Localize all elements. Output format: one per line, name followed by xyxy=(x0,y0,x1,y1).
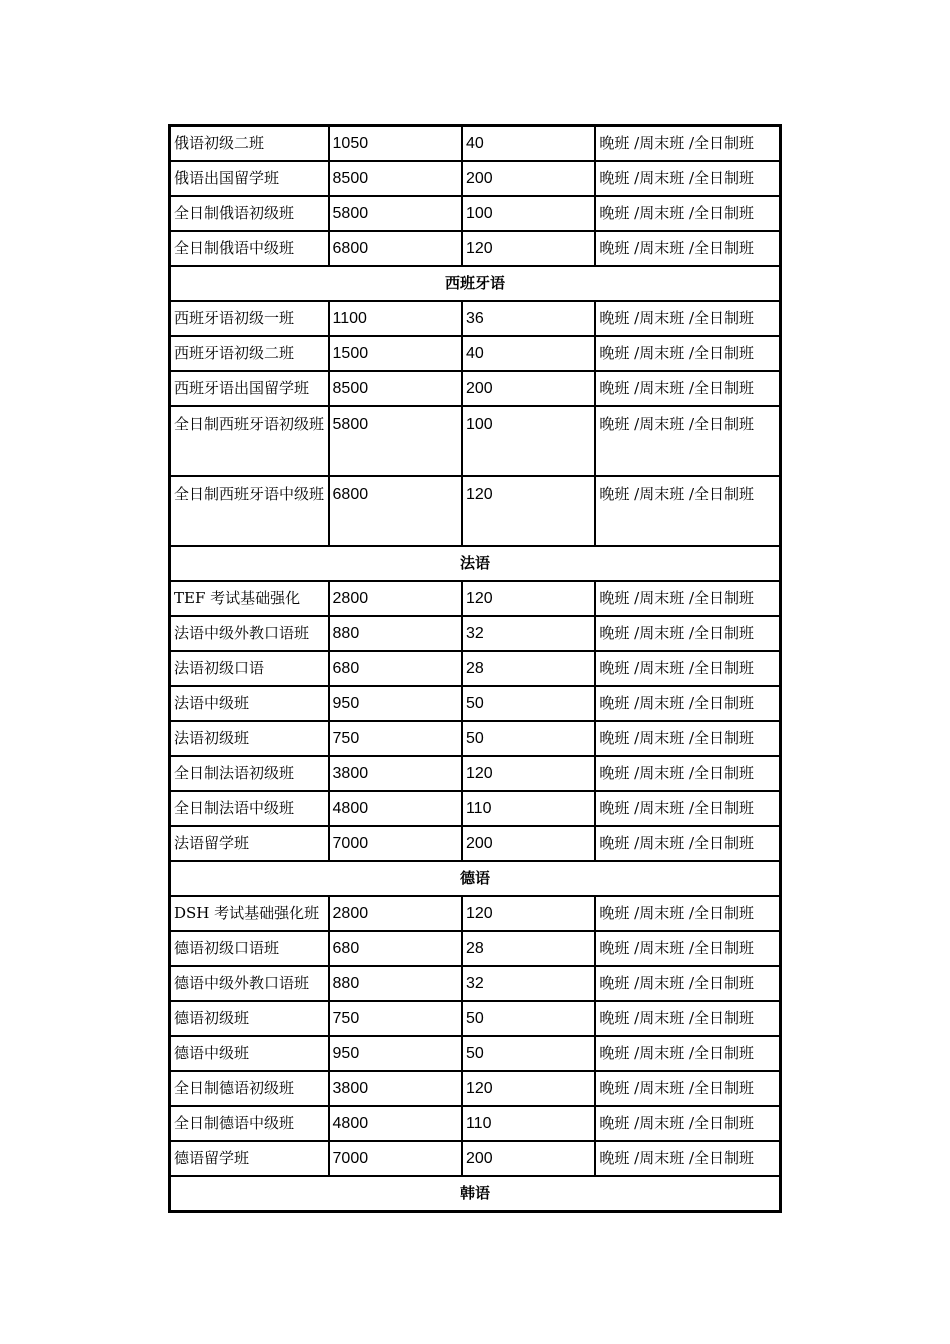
hours-cell: 50 xyxy=(462,686,595,721)
hours-cell: 100 xyxy=(462,406,595,476)
price-cell: 1500 xyxy=(329,336,462,371)
table-row xyxy=(170,616,780,651)
course-name-cell: 全日制俄语初级班 xyxy=(170,196,329,231)
course-name-cell: 法语初级口语 xyxy=(170,651,329,686)
schedule-cell: 晚班 /周末班 /全日制班 xyxy=(595,581,780,616)
hours-cell: 120 xyxy=(462,1071,595,1106)
hours-cell: 28 xyxy=(462,931,595,966)
course-name-cell: 全日制法语初级班 xyxy=(170,756,329,791)
table-row xyxy=(170,126,780,161)
schedule-cell: 晚班 /周末班 /全日制班 xyxy=(595,476,780,546)
course-name-cell: 全日制俄语中级班 xyxy=(170,231,329,266)
schedule-cell: 晚班 /周末班 /全日制班 xyxy=(595,1001,780,1036)
price-cell: 750 xyxy=(329,721,462,756)
table-row xyxy=(170,1071,780,1106)
schedule-cell: 晚班 /周末班 /全日制班 xyxy=(595,931,780,966)
course-name-cell: 德语中级班 xyxy=(170,1036,329,1071)
price-cell: 2800 xyxy=(329,896,462,931)
schedule-cell: 晚班 /周末班 /全日制班 xyxy=(595,826,780,861)
course-name-cell: 全日制西班牙语初级班 xyxy=(170,406,329,476)
course-name-cell: 全日制德语初级班 xyxy=(170,1071,329,1106)
table-row xyxy=(170,371,780,406)
course-name-cell: 西班牙语初级一班 xyxy=(170,301,329,336)
price-cell: 6800 xyxy=(329,231,462,266)
price-cell: 8500 xyxy=(329,161,462,196)
hours-cell: 28 xyxy=(462,651,595,686)
schedule-cell: 晚班 /周末班 /全日制班 xyxy=(595,301,780,336)
course-name-cell: 俄语初级二班 xyxy=(170,126,329,161)
hours-cell: 110 xyxy=(462,1106,595,1141)
table-row xyxy=(170,721,780,756)
price-cell: 1050 xyxy=(329,126,462,161)
hours-cell: 120 xyxy=(462,581,595,616)
price-cell: 6800 xyxy=(329,476,462,546)
section-title: 德语 xyxy=(170,861,780,896)
table-row xyxy=(170,301,780,336)
table-row xyxy=(170,231,780,266)
table-row xyxy=(170,1001,780,1036)
hours-cell: 50 xyxy=(462,721,595,756)
table-row xyxy=(170,931,780,966)
course-name-cell: DSH 考试基础强化班 xyxy=(170,896,329,931)
course-name-cell: 西班牙语初级二班 xyxy=(170,336,329,371)
course-name-cell: 全日制法语中级班 xyxy=(170,791,329,826)
hours-cell: 40 xyxy=(462,336,595,371)
schedule-cell: 晚班 /周末班 /全日制班 xyxy=(595,161,780,196)
hours-cell: 36 xyxy=(462,301,595,336)
section-header-row xyxy=(170,266,780,301)
table-row xyxy=(170,476,780,546)
course-name-cell: 西班牙语出国留学班 xyxy=(170,371,329,406)
section-header-row xyxy=(170,546,780,581)
course-name-cell: TEF 考试基础强化 xyxy=(170,581,329,616)
course-name-cell: 法语中级班 xyxy=(170,686,329,721)
schedule-cell: 晚班 /周末班 /全日制班 xyxy=(595,756,780,791)
hours-cell: 120 xyxy=(462,756,595,791)
schedule-cell: 晚班 /周末班 /全日制班 xyxy=(595,686,780,721)
price-cell: 950 xyxy=(329,1036,462,1071)
hours-cell: 200 xyxy=(462,371,595,406)
hours-cell: 200 xyxy=(462,1141,595,1176)
price-cell: 880 xyxy=(329,966,462,1001)
hours-cell: 50 xyxy=(462,1036,595,1071)
price-cell: 7000 xyxy=(329,826,462,861)
table-row xyxy=(170,581,780,616)
table-row xyxy=(170,161,780,196)
section-header-row xyxy=(170,1176,780,1211)
table-row xyxy=(170,686,780,721)
course-name-cell: 法语留学班 xyxy=(170,826,329,861)
section-title: 法语 xyxy=(170,546,780,581)
course-name-cell: 法语初级班 xyxy=(170,721,329,756)
table-row xyxy=(170,826,780,861)
hours-cell: 120 xyxy=(462,231,595,266)
schedule-cell: 晚班 /周末班 /全日制班 xyxy=(595,1106,780,1141)
table-row xyxy=(170,1036,780,1071)
hours-cell: 110 xyxy=(462,791,595,826)
hours-cell: 100 xyxy=(462,196,595,231)
course-price-table xyxy=(168,124,782,1213)
table-row xyxy=(170,406,780,476)
price-cell: 2800 xyxy=(329,581,462,616)
schedule-cell: 晚班 /周末班 /全日制班 xyxy=(595,966,780,1001)
price-cell: 680 xyxy=(329,651,462,686)
schedule-cell: 晚班 /周末班 /全日制班 xyxy=(595,721,780,756)
hours-cell: 32 xyxy=(462,616,595,651)
hours-cell: 50 xyxy=(462,1001,595,1036)
course-name-cell: 俄语出国留学班 xyxy=(170,161,329,196)
hours-cell: 40 xyxy=(462,126,595,161)
course-name-cell: 德语留学班 xyxy=(170,1141,329,1176)
schedule-cell: 晚班 /周末班 /全日制班 xyxy=(595,1141,780,1176)
hours-cell: 32 xyxy=(462,966,595,1001)
schedule-cell: 晚班 /周末班 /全日制班 xyxy=(595,616,780,651)
section-header-row xyxy=(170,861,780,896)
table-row xyxy=(170,966,780,1001)
schedule-cell: 晚班 /周末班 /全日制班 xyxy=(595,791,780,826)
price-cell: 750 xyxy=(329,1001,462,1036)
schedule-cell: 晚班 /周末班 /全日制班 xyxy=(595,1071,780,1106)
price-cell: 7000 xyxy=(329,1141,462,1176)
schedule-cell: 晚班 /周末班 /全日制班 xyxy=(595,196,780,231)
course-name-cell: 全日制西班牙语中级班 xyxy=(170,476,329,546)
table-row xyxy=(170,756,780,791)
price-cell: 3800 xyxy=(329,756,462,791)
section-title: 韩语 xyxy=(170,1176,780,1211)
table-row xyxy=(170,1141,780,1176)
course-name-cell: 德语初级口语班 xyxy=(170,931,329,966)
hours-cell: 200 xyxy=(462,826,595,861)
price-cell: 8500 xyxy=(329,371,462,406)
schedule-cell: 晚班 /周末班 /全日制班 xyxy=(595,651,780,686)
course-name-cell: 全日制德语中级班 xyxy=(170,1106,329,1141)
table-row xyxy=(170,651,780,686)
hours-cell: 200 xyxy=(462,161,595,196)
schedule-cell: 晚班 /周末班 /全日制班 xyxy=(595,336,780,371)
schedule-cell: 晚班 /周末班 /全日制班 xyxy=(595,896,780,931)
course-name-cell: 德语中级外教口语班 xyxy=(170,966,329,1001)
price-cell: 5800 xyxy=(329,406,462,476)
table-row xyxy=(170,196,780,231)
table-row xyxy=(170,1106,780,1141)
table-row xyxy=(170,791,780,826)
schedule-cell: 晚班 /周末班 /全日制班 xyxy=(595,231,780,266)
price-cell: 680 xyxy=(329,931,462,966)
hours-cell: 120 xyxy=(462,896,595,931)
hours-cell: 120 xyxy=(462,476,595,546)
price-cell: 4800 xyxy=(329,791,462,826)
table-row xyxy=(170,896,780,931)
schedule-cell: 晚班 /周末班 /全日制班 xyxy=(595,126,780,161)
table-body xyxy=(170,126,780,1211)
price-cell: 1100 xyxy=(329,301,462,336)
price-cell: 4800 xyxy=(329,1106,462,1141)
table-row xyxy=(170,336,780,371)
section-title: 西班牙语 xyxy=(170,266,780,301)
course-name-cell: 法语中级外教口语班 xyxy=(170,616,329,651)
course-name-cell: 德语初级班 xyxy=(170,1001,329,1036)
schedule-cell: 晚班 /周末班 /全日制班 xyxy=(595,371,780,406)
price-cell: 5800 xyxy=(329,196,462,231)
schedule-cell: 晚班 /周末班 /全日制班 xyxy=(595,406,780,476)
price-cell: 950 xyxy=(329,686,462,721)
schedule-cell: 晚班 /周末班 /全日制班 xyxy=(595,1036,780,1071)
price-cell: 3800 xyxy=(329,1071,462,1106)
price-cell: 880 xyxy=(329,616,462,651)
